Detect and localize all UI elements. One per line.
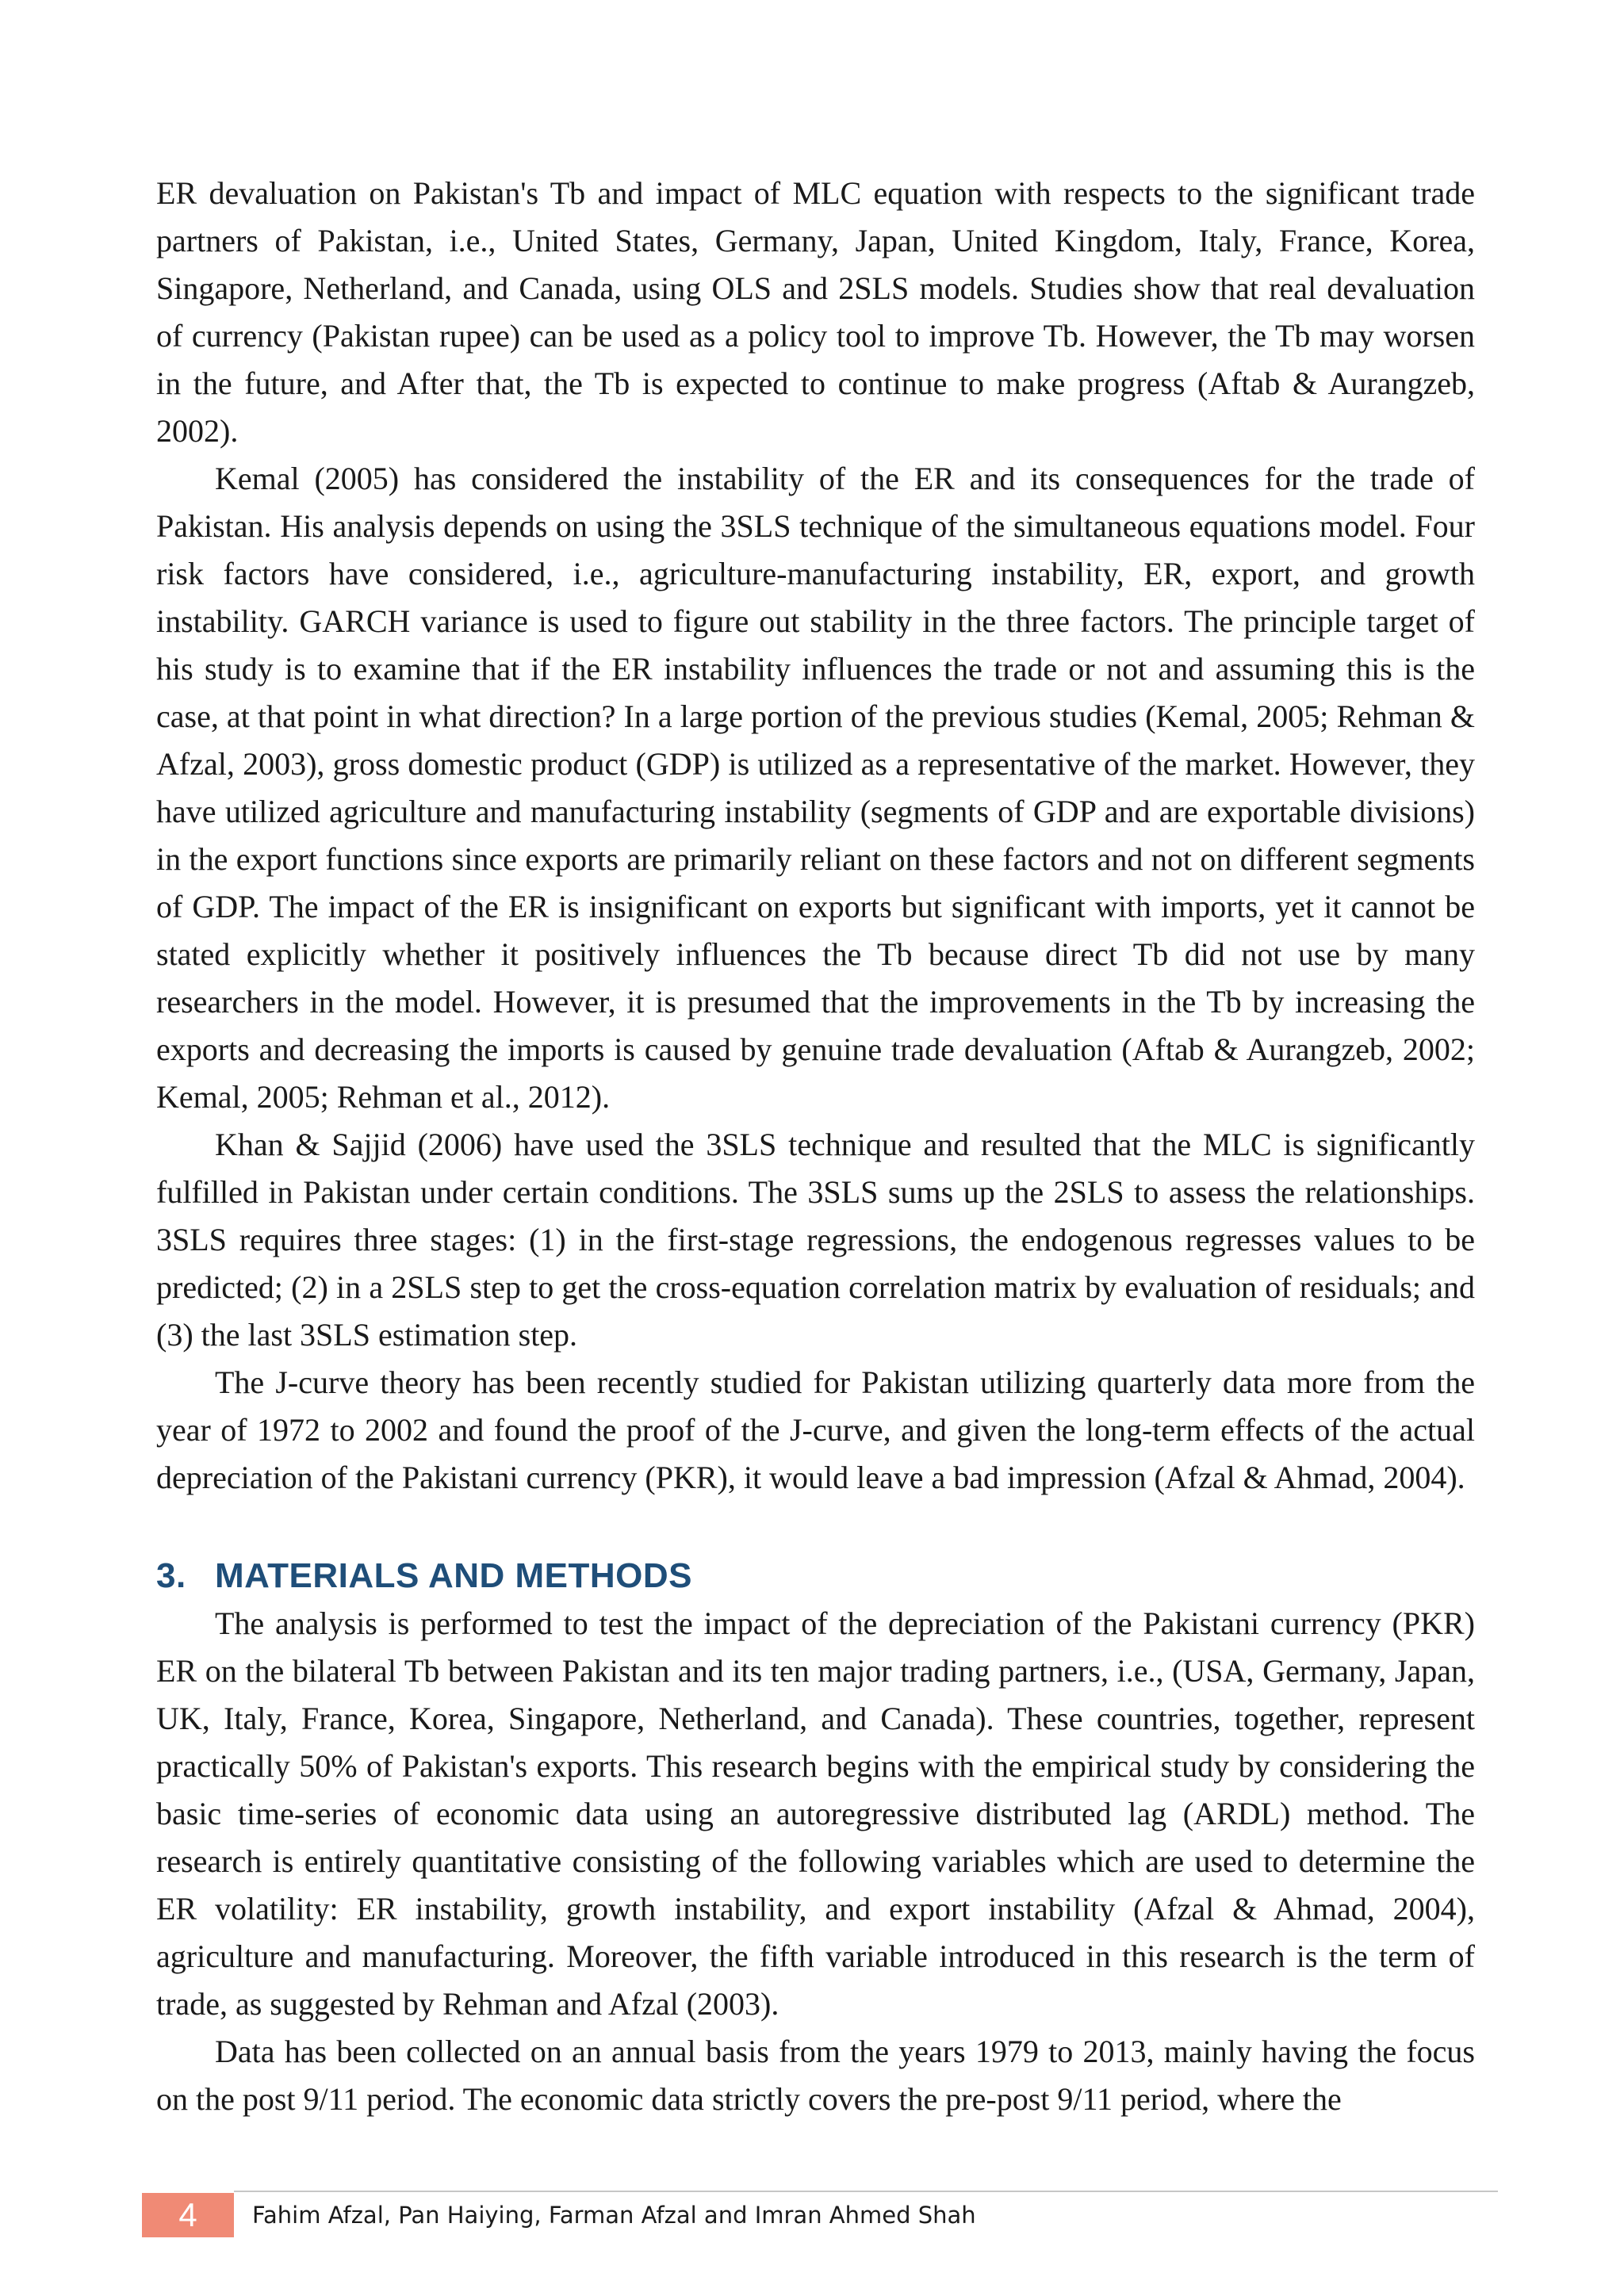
- footer-divider: [234, 2191, 1498, 2192]
- paragraph-er-devaluation: ER devaluation on Pakistan's Tb and impact of MLC equation with respects to the significant trade partners of Pakistan, i.e., United States, Germany, Japan, United Kingdom, Italy, France, Korea, Singapore, Netherland, and Canada, using OLS and 2SLS models. Studies show that real devaluation of currency (Pakistan rupee) can be used as a policy tool to improve Tb. However, the Tb may worsen in the future, and After that, the Tb is expected to continue to make progress (Aftab & Aurangzeb, 2002).: [156, 175, 1475, 449]
- page-body: [156, 170, 1475, 2123]
- paragraph-analysis-performed: The analysis is performed to test the impact of the depreciation of the Pakistani currency (PKR) ER on the bilateral Tb between Pakistan and its ten major trading partners, i.e., (USA, Germany, Japan, UK, Italy, France, Korea, Singapore, Netherland, and Canada). These countries, together, represent practically 50% of Pakistan's exports. This research begins with the empirical study by considering the basic time-series of economic data using an autoregressive distributed lag (ARDL) method. The research is entirely quantitative consisting of the following variables which are used to determine the ER volatility: ER instability, growth instability, and export instability (Afzal & Ahmad, 2004), agriculture and manufacturing. Moreover, the fifth variable introduced in this research is the term of trade, as suggested by Rehman and Afzal (2003).: [156, 1605, 1475, 2022]
- paragraph-data-collected: Data has been collected on an annual basis from the years 1979 to 2013, mainly having the focus on the post 9/11 period. The economic data strictly covers the pre-post 9/11 period, where the: [156, 2034, 1475, 2117]
- page-number: 4: [142, 2193, 234, 2237]
- section-title: MATERIALS AND METHODS: [215, 1556, 693, 1595]
- paragraph-kemal-2005: Kemal (2005) has considered the instability of the ER and its consequences for the trade of Pakistan. His analysis depends on using the 3SLS technique of the simultaneous equations model. Four risk factors have considered, i.e., agriculture-manufacturing instability, ER, export, and growth instability. GARCH variance is used to figure out stability in the three factors. The principle target of his study is to examine that if the ER instability influences the trade or not and assuming this is the case, at that point in what direction? In a large portion of the previous studies (Kemal, 2005; Rehman & Afzal, 2003), gross domestic product (GDP) is utilized as a representative of the market. However, they have utilized agriculture and manufacturing instability (segments of GDP and are exportable divisions) in the export functions since exports are primarily reliant on these factors and not on different segments of GDP. The impact of the ER is insignificant on exports but significant with imports, yet it cannot be stated explicitly whether it positively influences the Tb because direct Tb did not use by many researchers in the model. However, it is presumed that the improvements in the Tb by increasing the exports and decreasing the imports is caused by genuine trade devaluation (Aftab & Aurangzeb, 2002; Kemal, 2005; Rehman et al., 2012).: [156, 461, 1475, 1115]
- section-number: 3.: [156, 1556, 186, 1595]
- footer-authors: Fahim Afzal, Pan Haiying, Farman Afzal and Imran Ahmed Shah: [252, 2202, 976, 2229]
- paragraph-khan-sajjid-2006: Khan & Sajjid (2006) have used the 3SLS technique and resulted that the MLC is significantly fulfilled in Pakistan under certain conditions. The 3SLS sums up the 2SLS to assess the relationships. 3SLS requires three stages: (1) in the first-stage regressions, the endogenous regresses values to be predicted; (2) in a 2SLS step to get the cross-equation correlation matrix by evaluation of residuals; and (3) the last 3SLS estimation step.: [156, 1127, 1475, 1353]
- section-heading-materials-methods: [156, 1552, 1475, 1600]
- paragraph-j-curve-theory: The J-curve theory has been recently studied for Pakistan utilizing quarterly data more from the year of 1972 to 2002 and found the proof of the J-curve, and given the long-term effects of the actual depreciation of the Pakistani currency (PKR), it would leave a bad impression (Afzal & Ahmad, 2004).: [156, 1364, 1475, 1495]
